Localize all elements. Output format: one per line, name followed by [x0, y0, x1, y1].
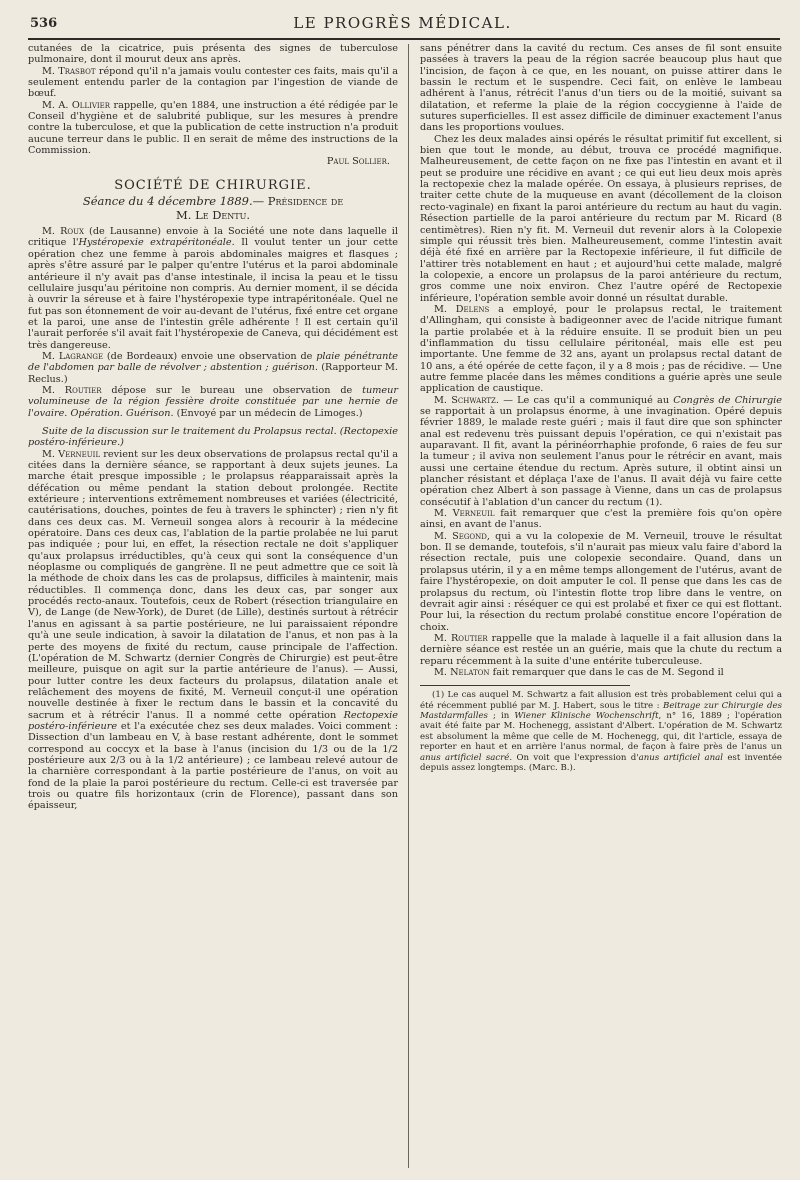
paragraph-text: revient sur les deux observations de prolapsus rectal qu'il a citées dans la dernière séance, se rapportant à deux sujets jeunes. La marche était presque impossible ; le prolapsus réapparaissait après la défécation ou même pendant la station debout prolongée. Rectite extérieure ; interventions extrêmement nombreuses et variées (électricité, cautérisations, douches, pointes de feu à travers le sphincter) ; rien n'y fit dans ces deux cas. M. Verneuil songea alors à recourir à la médecine opératoire. Dans ces deux cas, l'ablation de la partie prolabée ne lui parut pas indiquée ; pour lui, en effet, la résection rectale ne doit s'appliquer qu'aux prolapsus irréductibles, qu'à ceux qui sont la conséquence d'un néoplasme ou compliqués de gangrène. Il ne peut admettre que ce soit là la méthode de choix dans les cas de prolapsus, difficiles à maintenir, mais réductibles. Il commença donc, dans les deux cas, par songer aux procédés recto-anaux. Toutefois, ceux de Robert (résection triangulaire en V), de Lange (de New-York), de Duret (de Lille), destinés surtout à rétrécir l'anus en agissant à sa partie postérieure, ne lui paraissaient répondre qu'à une seule indication, à savoir la dilatation de l'anus, et non pas à la perte des moyens de fixité du rectum, cause principale de l'affection. (L'opération de M. Schwartz (dernier Congrès de Chirurgie) est peut-être meilleure, puisque on agit sur la partie antérieure de l'anus). — Aussi, pour lutter contre les deux facteurs du prolapsus, dilatation anale et relâchement des moyens de fixité, M. Verneuil conçut-il une opération nouvelle destinée à fixer le rectum dans le bassin et la concavité du sacrum et à rétrécir l'anus. Il a nommé cette opération	[28, 448, 398, 721]
speaker-name: M. Delens	[434, 303, 490, 315]
paragraph-text: . (Rapporteur M. Reclus.)	[28, 362, 399, 385]
page-number: 536	[30, 16, 58, 31]
paragraph	[28, 100, 398, 157]
speaker-name: M. Verneuil	[434, 508, 495, 520]
speaker-name: M. Segond,	[434, 530, 490, 542]
italic-term: Rectopexie postéro-inférieure	[28, 709, 398, 732]
speaker-name: M. Lagrange	[42, 350, 104, 362]
section-title: SOCIÉTÉ DE CHIRURGIE.	[114, 177, 312, 193]
italic-title: Beitrage zur Chirurgie des Mastdarmfalles	[420, 700, 783, 722]
header-rule	[28, 38, 780, 40]
paragraph-text: . Il voulut tenter un jour cette opération chez une femme à parois abdominales maigres et flasques ; après s'être assuré par le palper qu'entre l'utérus et la paroi abdominale antérieure il n'y avait pas d'anse intestinale, il incisa la peau et le tissu cellulaire jusqu'au péritoine non compris. Au dernier moment, il se décida à ouvrir la séreuse et à faire l'hystéropexie type intrapéritonéale. Quel ne fut pas son étonnement de voir au-devant de l'utérus, fixé entre cet organe et la paroi, une anse de l'intestin grêle adhérente ! Il est certain qu'il l'aurait perforée s'il avait fait l'hystéropexie de Caneva, qui décidément est très dangereuse.	[28, 237, 399, 351]
paragraph-text: fait remarquer que c'est la première fois qu'on opère ainsi, en avant de l'anus.	[420, 508, 782, 531]
right-column	[420, 43, 782, 774]
italic-term: plaie pénétrante de l'abdomen par balle de révolver ; abstention ; guérison	[28, 350, 399, 374]
italic-term: Hystéropexie extrapéritonéale	[78, 237, 232, 249]
paragraph	[420, 531, 782, 633]
paragraph	[420, 508, 782, 531]
paragraph-text: (de Lausanne) envoie à la Société une note dans laquelle il critique l'	[28, 226, 398, 249]
paragraph-text: répond qu'il n'a jamais voulu contester ces faits, mais qu'il a seulement entendu parler de la contagion par l'ingestion de viande de bœuf.	[28, 65, 399, 100]
paragraph	[28, 449, 398, 812]
paragraph-text: rappelle, qu'en 1884, une instruction a été rédigée par le Conseil d'hygiène et de salubrité publique, sur les mesures à prendre contre la tuberculose, et que la publication de cette instruction n'a produit aucune terreur dans le public. Il en serait de même des instructions de la Commission.	[28, 99, 398, 157]
discussion-heading: Suite de la discussion sur le traitement du Prolapsus rectal. (Rectopexie postéro-inférieure.)	[28, 425, 398, 449]
paragraph-text: fait remarquer que dans le cas de M. Segond il	[489, 666, 724, 678]
paragraph-text: et l'a exécutée chez ses deux malades. Voici comment : Dissection d'un lambeau en V, à base restant adhérente, dont le sommet correspond au coccyx et la base à l'anus (incision du 1/3 ou de la 1/2 postérieure aux 2/3 ou à la 1/2 antérieure) ; ce lambeau relevé autour de la charnière correspondant à la partie postérieure de l'anus, on voit au fond de la plaie la paroi postérieure du rectum. Celle-ci est traversée par trois ou quatre fils horizontaux (crin de Florence), passant dans son épaisseur,	[28, 720, 398, 812]
paragraph	[420, 667, 782, 678]
paragraph	[420, 633, 782, 667]
italic-term: anus artificiel anal	[638, 752, 723, 763]
speaker-name: M. A. Ollivier	[42, 99, 111, 111]
left-column	[28, 43, 398, 812]
footnote	[420, 690, 782, 773]
column-separator	[408, 44, 409, 1168]
footnote-rule	[420, 685, 630, 686]
paragraph-text: . (Envoyé par un médecin de Limoges.)	[170, 407, 363, 419]
paragraph	[28, 226, 398, 351]
signature: Paul Sollier.	[326, 156, 390, 168]
footnote-text: . On voit que l'expression d'	[509, 752, 639, 763]
footnote-text: est inventée depuis assez longtemps. (Marc. B.).	[420, 752, 783, 774]
speaker-name: M. Routier	[42, 384, 102, 396]
speaker-name: M. Trasbot	[42, 65, 96, 77]
italic-title: Wiener Klinische Wochenschrift	[514, 711, 659, 722]
paragraph: cutanées de la cicatrice, puis présenta des signes de tuberculose pulmonaire, dont il mourut deux ans après.	[28, 43, 398, 66]
paragraph-text: se rapportait à un prolapsus énorme, à une invagination. Opéré depuis février 1889, le malade reste guéri ; mais il faut dire que son sphincter anal est redevenu très puissant depuis l'opération, ce qui n'existait pas auparavant. Il fit, avant la périnéorrhaphie profonde, 6 raies de feu sur la tumeur ; il aviva non seulement l'anus pour le rétrécir en avant, mais aussi une certaine étendue du rectum. Après suture, il obtint ainsi un plancher résistant et déplaça l'axe de l'anus. Il avait déjà vu faire cette opération chez Albert à son passage à Vienne, dans un cas de prolapsus consécutif à l'ablation d'un cancer du rectum (1).	[420, 406, 782, 508]
footnote-text: ; in	[487, 711, 515, 722]
paragraph: Chez les deux malades ainsi opérés le résultat primitif fut excellent, si bien que tout le monde, au début, trouva ce procédé magnifique. Malheureusement, de cette façon on ne fixe pas l'intestin en avant et il peut se produire une récidive en avant ; ce qui eut lieu deux mois après la rectopexie chez la malade opérée. On essaya, à plusieurs reprises, de traiter cette chute de la muqueuse en avant (décollement de la cloison recto-vaginale) en fixant la paroi antérieure du rectum au haut du vagin. Résection partielle de la paroi antérieure du rectum par M. Ricard (8 centimètres). Rien n'y fit. M. Verneuil dut revenir alors à la Colopexie simple qui réussit très bien. Malheureusement, comme l'intestin avait déjà été fixé en arrière par la Rectopexie inférieure, il fut difficile de l'attirer très notablement en haut ; et aujourd'hui cette malade, malgré la colopexie, a encore un prolapsus de la paroi antérieure du rectum, gros comme une noix environ. Chez l'autre opéré de Rectopexie inférieure, l'opération semble avoir donné un résultat durable.	[420, 133, 782, 304]
president-name: M. Le Dentu.	[175, 208, 250, 223]
paragraph-text: dépose sur le bureau une observation de	[101, 384, 363, 396]
paragraph-text: a employé, pour le prolapsus rectal, le traitement d'Allingham, qui consiste à badigeonner avec de l'acide nitrique fumant la partie prolabée et à la réduire ensuite. Il se produit bien un peu d'inflammation du tissu cellulaire péritonéal, mais elle est peu importante. Une femme de 32 ans, ayant un prolapsus rectal datant de 10 ans, a été opérée de cette façon, il y a 8 mois ; pas de récidive. — Une autre femme placée dans les mêmes conditions a guérie après une seule application de caustique.	[420, 303, 782, 395]
speaker-name: M. Routier	[434, 632, 488, 644]
italic-term: tumeur volumineuse de la région fessière droite constituée par une hernie de l'ovaire. Opération. Guérison	[28, 384, 398, 419]
speaker-name: M. Nelaton	[434, 666, 490, 678]
session-date: Séance du 4 décembre 1889.	[82, 194, 253, 209]
footnote-text: (1) Le cas auquel M. Schwartz a fait allusion est très probablement celui qui a été récemment publié par M. J. Habert, sous le titre :	[420, 690, 782, 711]
paragraph	[28, 385, 398, 419]
paragraph	[420, 304, 782, 395]
paragraph-text: — Le cas qu'il a communiqué au	[498, 394, 674, 406]
italic-term: Congrès de Chirurgie	[673, 394, 782, 406]
footnote-text: , n° 16, 1889 ; l'opération avait été faite par M. Hochenegg, assistant d'Albert. L'opération de M. Schwartz est absolument la même que celle de M. Hochenegg, qui, dit l'article, essaya de reporter en haut et en arrière l'anus normal, de façon à faire près de l'anus un	[420, 711, 782, 753]
paragraph-text: rappelle que la malade à laquelle il a fait allusion dans la dernière séance est restée un an guérie, mais que la chute du rectum a reparu récemment à la suite d'une entérite tuberculeuse.	[420, 632, 783, 667]
paragraph-text: (de Bordeaux) envoie une observation de	[103, 350, 317, 362]
paragraph	[28, 351, 398, 385]
session-line	[28, 194, 398, 208]
speaker-name: M. Roux	[42, 226, 84, 238]
paragraph	[420, 395, 782, 508]
page-header	[30, 10, 775, 36]
speaker-name: M. Schwartz.	[434, 394, 499, 406]
speaker-name: M. Verneuil	[42, 448, 101, 460]
paragraph	[28, 66, 398, 100]
italic-term: anus artificiel sacré	[420, 752, 510, 763]
paragraph-text: qui a vu la colopexie de M. Verneuil, trouve le résultat bon. Il se demande, toutefois, s'il n'aurait pas mieux valu faire d'abord la résection rectale, puis une colopexie secondaire. Quand, dans un prolapsus utérin, il y a en même temps allongement de l'utérus, avant de faire l'hystéropexie, on doit amputer le col. Il pense que dans les cas de prolapsus du rectum, où l'intestin flotte trop libre dans le ventre, on devrait agir ainsi : réséquer ce qui est prolabé et fixer ce qui est flottant. Pour lui, la résection du rectum prolabé constitue encore l'opération de choix.	[420, 530, 782, 633]
paragraph: sans pénétrer dans la cavité du rectum. Ces anses de fil sont ensuite passées à travers la peau de la région sacrée beaucoup plus haut que l'incision, de façon à ce que, en les nouant, on puisse attirer dans le bassin le rectum et le suspendre. Ceci fait, on enlève le lambeau adhérent à l'anus, rétrécit l'anus d'un tiers ou de la moitié, suivant sa dilatation, et referme la plaie de la région coccygienne à l'aide de sutures superficielles. Il est assez difficile de diminuer exactement l'anus dans les proportions voulues.	[420, 43, 782, 134]
journal-title: LE PROGRÈS MÉDICAL.	[293, 14, 512, 32]
presidency-label: — Présidence de	[252, 194, 344, 209]
